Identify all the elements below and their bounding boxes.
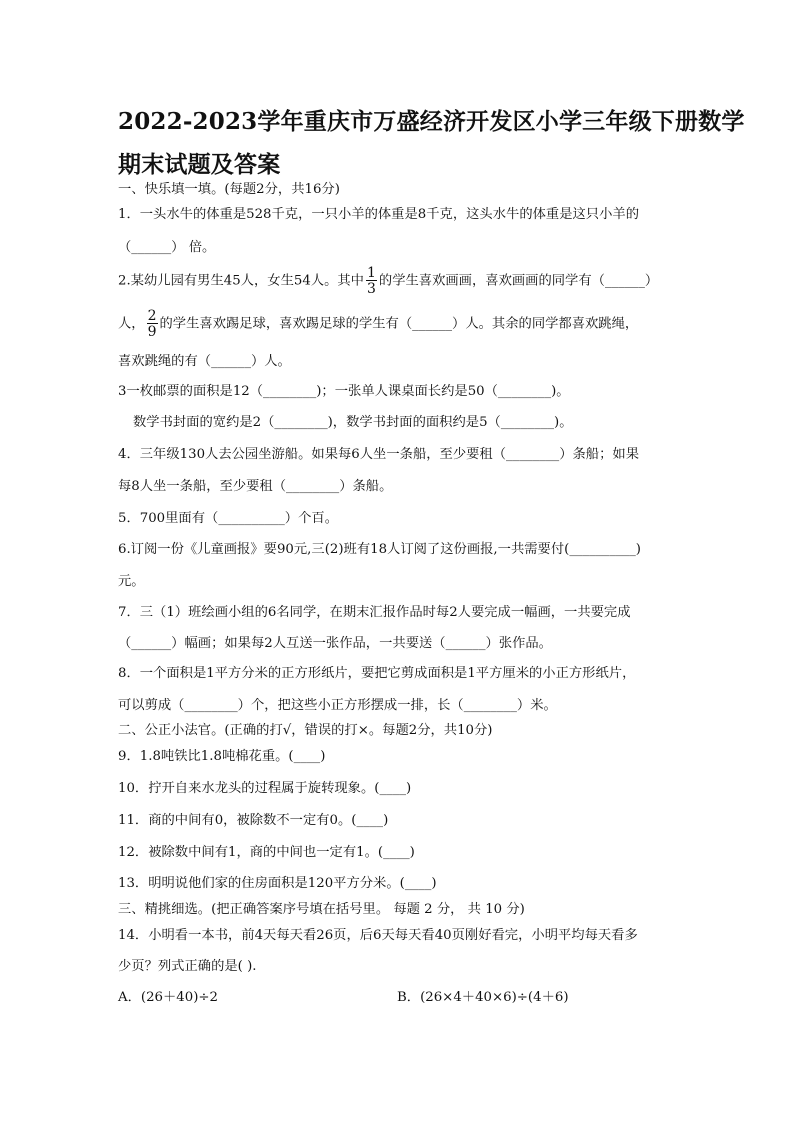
fraction-two-ninths [147, 309, 158, 339]
question-4-line2: 每8人坐一条船，至少要租（________）条船。 [118, 479, 393, 494]
question-2-text-b: 的学生喜欢画画，喜欢画画的同学有（______） [378, 273, 659, 289]
question-14-line2: 少页？列式正确的是( ). [118, 959, 257, 974]
fraction-denominator: 3 [366, 281, 376, 297]
option-a: A．(26＋40)÷2 [118, 990, 219, 1005]
fraction-denominator: 9 [147, 324, 157, 340]
question-8-line2: 可以剪成（________）个，把这些小正方形摆成一排，长（________）米。 [118, 698, 557, 713]
fraction-one-third [366, 266, 377, 296]
question-3-line1: 3一枚邮票的面积是12（________)；一张单人课桌面长约是50（________)。 [118, 384, 570, 399]
question-14-options [118, 989, 218, 1007]
question-14-line1: 14．小明看一本书，前4天每天看26页，后6天每天看40页刚好看完，小明平均每天看多 [118, 928, 638, 943]
question-5: 5．700里面有（__________）个百。 [118, 511, 338, 526]
question-9: 9．1.8吨铁比1.8吨棉花重。(____) [118, 749, 326, 764]
question-6-line2: 元。 [118, 574, 145, 589]
exam-title-line2: 期末试题及答案 [118, 151, 281, 178]
question-10: 10．拧开自来水龙头的过程属于旋转现象。(____) [118, 781, 412, 796]
question-2-line3: 喜欢跳绳的有（______）人。 [118, 354, 291, 369]
option-b: B．(26×4＋40×6)÷(4＋6) [397, 990, 569, 1005]
question-11: 11．商的中间有0，被除数不一定有0。(____) [118, 813, 389, 828]
section-heading-true-false: 二、公正小法官。(正确的打√，错误的打×。每题2分，共10分) [118, 723, 493, 738]
fraction-numerator: 2 [147, 308, 157, 324]
question-3-line2: 数学书封面的宽约是2（________)，数学书封面的面积约是5（________)。 [133, 415, 573, 430]
question-1-line2: （______） 倍。 [118, 240, 216, 255]
question-13: 13．明明说他们家的住房面积是120平方分米。(____) [118, 876, 437, 891]
question-2-line2 [118, 309, 638, 339]
question-7-line1: 7．三（1）班绘画小组的6名同学，在期末汇报作品时每2人要完成一幅画，一共要完成 [118, 605, 631, 620]
question-7-line2: （______）幅画；如果每2人互送一张作品，一共要送（______）张作品。 [118, 636, 552, 651]
section-heading-fill-in: 一、快乐填一填。(每题2分，共16分) [118, 182, 340, 197]
exam-title-line1: 2022-2023学年重庆市万盛经济开发区小学三年级下册数学 [118, 108, 745, 135]
section-heading-multiple-choice: 三、精挑细选。(把正确答案序号填在括号里。 每题 2 分， 共 10 分) [118, 902, 525, 917]
question-4-line1: 4．三年级130人去公园坐游船。如果每6人坐一条船，至少要租（________）条船；如果 [118, 447, 639, 462]
question-12: 12．被除数中间有1，商的中间也一定有1。(____) [118, 845, 415, 860]
question-2-line1 [118, 266, 658, 296]
question-1-line1: 1．一头水牛的体重是528千克，一只小羊的体重是8千克，这头水牛的体重是这只小羊的 [118, 207, 639, 222]
question-2-text-a: 2.某幼儿园有男生45人，女生54人。其中 [118, 273, 364, 289]
question-2-text-d: 的学生喜欢踢足球，喜欢踢足球的学生有（______）人。其余的同学都喜欢跳绳， [159, 316, 639, 332]
question-8-line1: 8．一个面积是1平方分米的正方形纸片，要把它剪成面积是1平方厘米的小正方形纸片， [118, 666, 636, 681]
question-2-text-c: 人， [118, 316, 145, 332]
question-14-option-b-row [397, 989, 569, 1007]
fraction-numerator: 1 [366, 265, 376, 281]
question-6-line1: 6.订阅一份《儿童画报》要90元,三(2)班有18人订阅了这份画报,一共需要付(__________) [118, 542, 641, 557]
